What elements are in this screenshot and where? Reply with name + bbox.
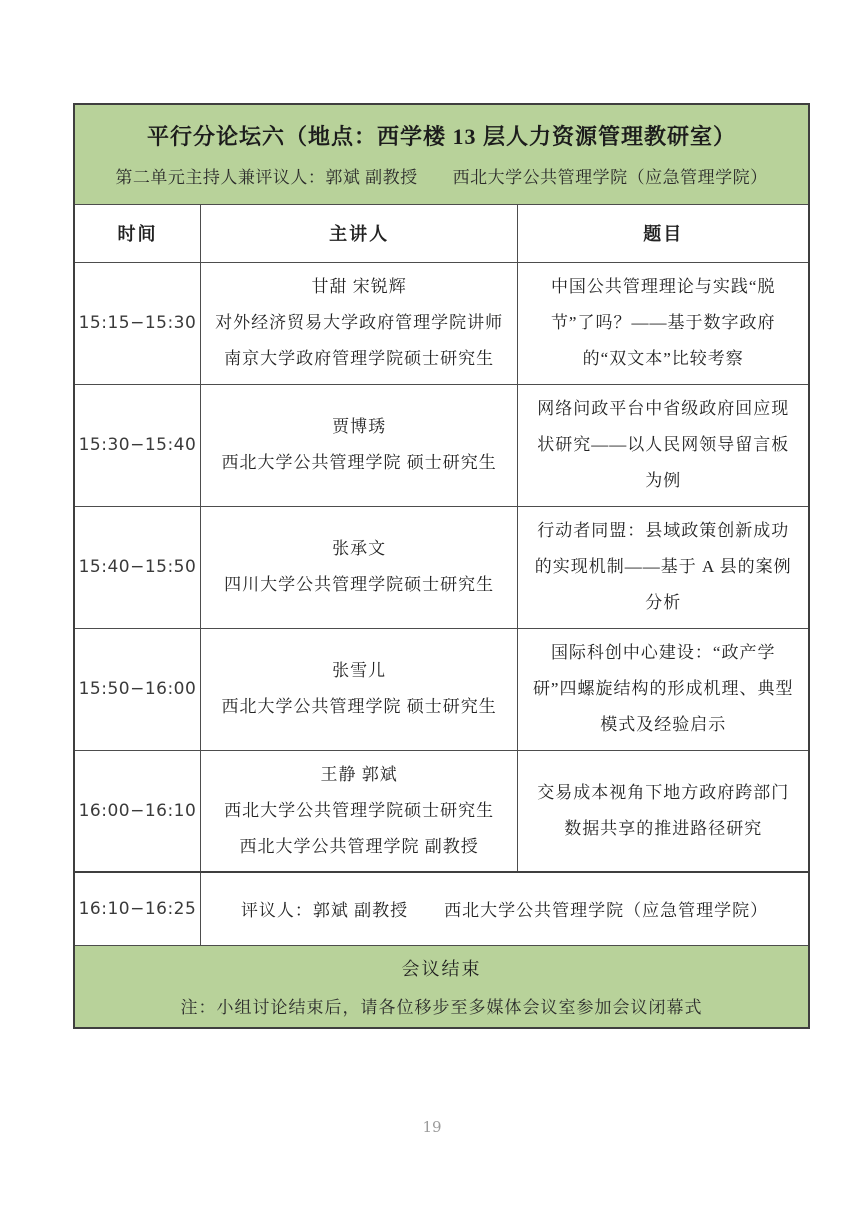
closing-banner [74,945,809,1028]
speaker-cell [200,750,518,872]
speaker-name: 张雪儿 [332,661,387,680]
time-cell: 15:50−16:00 [74,628,200,750]
review-row [74,872,809,945]
page-number: 19 [422,1118,442,1136]
reviewer-cell: 评议人：郭斌 副教授 西北大学公共管理学院（应急管理学院） [200,872,809,945]
speaker-name: 甘甜 宋锐辉 [311,277,407,296]
speaker-name: 张承文 [332,539,387,558]
speaker-cell [200,628,518,750]
topic-cell: 交易成本视角下地方政府跨部门数据共享的推进路径研究 [518,750,809,872]
col-header-time: 时间 [74,204,200,262]
forum-subtitle: 第二单元主持人兼评议人：郭斌 副教授 西北大学公共管理学院（应急管理学院） [115,168,768,188]
topic-cell: 网络问政平台中省级政府回应现状研究——以人民网领导留言板为例 [518,384,809,506]
topic-cell: 国际科创中心建设：“政产学研”四螺旋结构的形成机理、典型模式及经验启示 [518,628,809,750]
table-row [74,750,809,872]
closing-title: 会议结束 [401,958,482,979]
forum-banner [74,104,809,204]
speaker-name: 贾博琇 [332,417,387,436]
table-row [74,384,809,506]
speaker-cell [200,384,518,506]
speaker-affiliation: 西北大学公共管理学院硕士研究生 [224,800,495,820]
time-cell: 15:40−15:50 [74,506,200,628]
forum-schedule-table [73,103,810,1029]
speaker-cell [200,262,518,384]
forum-banner-row [74,104,809,204]
speaker-affiliation: 西北大学公共管理学院 副教授 [239,836,479,856]
speaker-cell [200,506,518,628]
speaker-affiliation: 南京大学政府管理学院硕士研究生 [224,349,495,368]
forum-title: 平行分论坛六（地点：西学楼 13 层人力资源管理教研室） [146,124,736,150]
closing-note: 注：小组讨论结束后，请各位移步至多媒体会议室参加会议闭幕式 [180,997,703,1017]
speaker-affiliation: 四川大学公共管理学院硕士研究生 [224,575,495,594]
time-cell: 16:10−16:25 [74,872,200,945]
column-header-row [74,204,809,262]
time-cell: 15:30−15:40 [74,384,200,506]
time-cell: 15:15−15:30 [74,262,200,384]
speaker-affiliation: 对外经济贸易大学政府管理学院讲师 [215,313,504,332]
closing-banner-row [74,945,809,1028]
speaker-affiliation: 西北大学公共管理学院 硕士研究生 [221,697,497,716]
table-row [74,506,809,628]
table-row [74,262,809,384]
table-row [74,628,809,750]
speaker-affiliation: 西北大学公共管理学院 硕士研究生 [221,453,497,472]
speaker-name: 王静 郭斌 [320,764,398,784]
topic-cell: 行动者同盟：县域政策创新成功的实现机制——基于 A 县的案例分析 [518,506,809,628]
topic-cell: 中国公共管理理论与实践“脱节”了吗？——基于数字政府的“双文本”比较考察 [518,262,809,384]
time-cell: 16:00−16:10 [74,750,200,872]
col-header-topic: 题目 [518,204,809,262]
col-header-speaker: 主讲人 [200,204,518,262]
